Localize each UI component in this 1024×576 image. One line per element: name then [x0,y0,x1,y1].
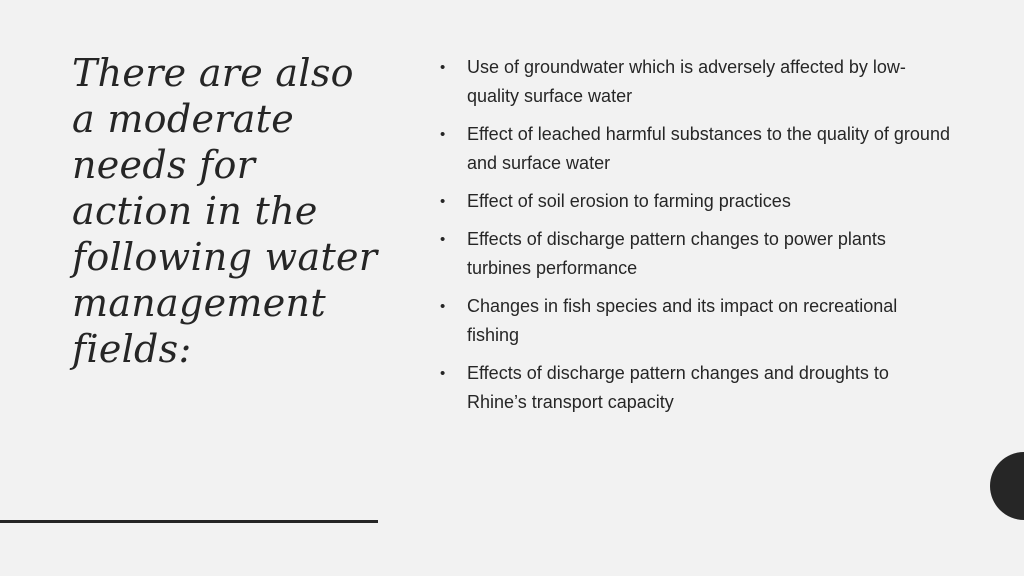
divider-line [0,520,378,523]
bullet-icon: • [440,59,446,76]
bullet-text: Effects of discharge pattern changes and droughts to Rhine’s transport capacity [467,363,889,412]
title-line: management [72,281,326,325]
slide-title [72,50,392,372]
bullet-list [440,53,950,426]
title-line: action in the [72,189,318,233]
bullet-icon: • [440,298,446,315]
list-item [440,359,950,417]
bullet-text: Use of groundwater which is adversely affected by low-quality surface water [467,57,906,106]
bullet-icon: • [440,193,446,210]
bullet-text: Effect of soil erosion to farming practices [467,191,791,211]
title-line: needs for [72,143,256,187]
list-item [440,225,950,283]
bullet-icon: • [440,231,446,248]
title-line: following water [72,235,378,279]
title-line: fields: [72,327,192,371]
bullet-text: Effects of discharge pattern changes to power plants turbines performance [467,229,886,278]
decorative-circle [990,452,1024,520]
bullet-icon: • [440,126,446,143]
title-line: a moderate [72,97,295,141]
bullet-text: Effect of leached harmful substances to the quality of ground and surface water [467,124,950,173]
list-item [440,292,950,350]
title-line: There are also [72,51,354,95]
bullet-icon: • [440,365,446,382]
list-item [440,53,950,111]
list-item [440,187,950,216]
bullet-text: Changes in fish species and its impact on recreational fishing [467,296,898,345]
list-item [440,120,950,178]
